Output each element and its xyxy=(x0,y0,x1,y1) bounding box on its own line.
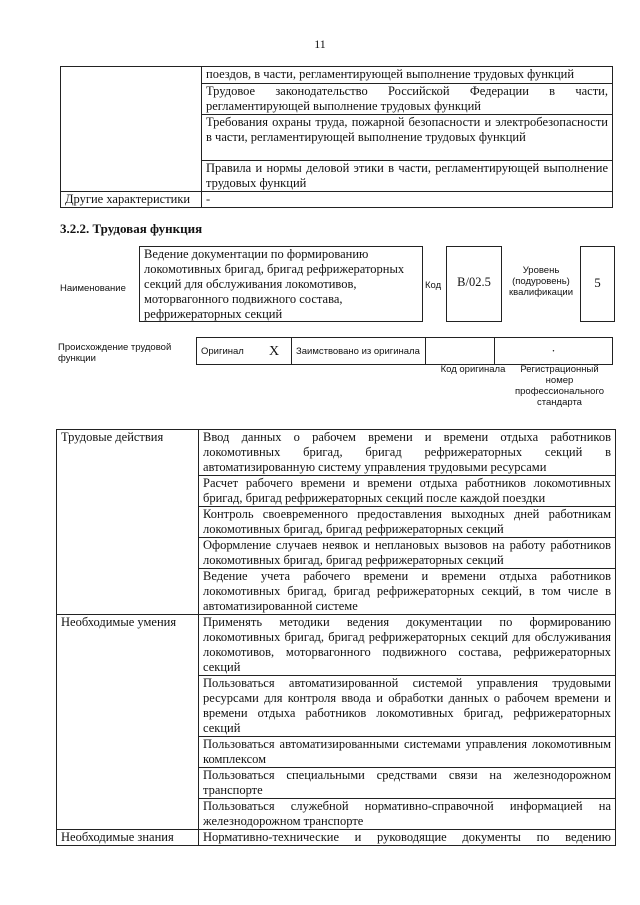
other-characteristics-label: Другие характеристики xyxy=(61,192,202,208)
table-row xyxy=(197,338,613,365)
action-item: Ввод данных о рабочем времени и времени отдыха работников локомотивных бригад, бригад рефрижераторных секций в автоматизированную систему управления трудовыми ресурсами xyxy=(199,430,616,476)
action-item: Расчет рабочего времени и времени отдыха работников локомотивных бригад, бригад рефрижераторных секций после каждой поездки xyxy=(199,476,616,507)
knowledge-item: Правила и нормы деловой этики в части, регламентирующей выполнение трудовых функций xyxy=(202,161,613,192)
level-value: 5 xyxy=(594,275,601,290)
main-table xyxy=(56,429,616,846)
code-original-cell xyxy=(426,338,495,365)
skill-item: Пользоваться автоматизированной системой управления трудовыми ресурсами для контроля ввода и обработки данных о рабочем времени и времени отдыха работников локомотивных бригад, рефрижераторных секций xyxy=(199,676,616,737)
original-label: Оригинал xyxy=(197,338,258,365)
function-name-box xyxy=(139,246,423,322)
skill-item: Пользоваться автоматизированными системами управления локомотивным комплексом xyxy=(199,737,616,768)
skill-item: Пользоваться специальными средствами связи на железнодорожном транспорте xyxy=(199,768,616,799)
section-heading: 3.2.2. Трудовая функция xyxy=(60,221,203,236)
code-original-label: Код оригинала xyxy=(440,364,506,375)
level-box xyxy=(580,246,615,322)
other-characteristics-value: - xyxy=(202,192,613,208)
skill-item: Применять методики ведения документации по формированию локомотивных бригад, бригад рефрижераторных секций для обслуживания локомотивов, моторвагонного подвижного состава, рефрижераторных секций xyxy=(199,615,616,676)
skill-item: Пользоваться служебной нормативно-справочной информацией на железнодорожном транспорте xyxy=(199,799,616,830)
function-name: Ведение документации по формированию локомотивных бригад, бригад рефрижераторных секций для обслуживания локомотивов, моторвагонного подвижного состава, рефрижераторных секций xyxy=(144,247,405,321)
knowledge-item: Нормативно-технические и руководящие документы по ведению xyxy=(199,830,616,846)
knowledge-item: Трудовое законодательство Российской Федерации в части, регламентирующей выполнение трудовых функций xyxy=(202,84,613,115)
page-number: 11 xyxy=(314,37,326,51)
origin-table xyxy=(196,337,613,365)
code-box xyxy=(446,246,502,322)
table-row xyxy=(61,67,613,84)
action-item: Оформление случаев неявок и неплановых вызовов на работу работников локомотивных бригад, бригад рефрижераторных секций xyxy=(199,538,616,569)
table-row xyxy=(61,192,613,208)
action-item: Контроль своевременного предоставления выходных дней работникам локомотивных бригад, бригад рефрижераторных секций xyxy=(199,507,616,538)
table-row xyxy=(57,615,616,676)
knowledge-item: Требования охраны труда, пожарной безопасности и электробезопасности в части, регламентирующей выполнение трудовых функций xyxy=(202,115,613,161)
knowledge-item: поездов, в части, регламентирующей выполнение трудовых функций xyxy=(202,67,613,84)
empty-label-cell xyxy=(61,67,202,192)
borrowed-label: Заимствовано из оригинала xyxy=(292,338,426,365)
origin-label: Происхождение трудовой функции xyxy=(58,342,172,364)
knowledge-label: Необходимые знания xyxy=(57,830,199,846)
table-row xyxy=(57,430,616,476)
code-value: B/02.5 xyxy=(457,275,491,289)
continuation-table xyxy=(60,66,613,208)
level-label: Уровень (подуровень) квалификации xyxy=(508,265,574,298)
name-label: Наименование xyxy=(60,283,126,294)
actions-label: Трудовые действия xyxy=(57,430,199,615)
reg-number-label: Регистрационный номер профессионального стандарта xyxy=(515,364,604,408)
table-row xyxy=(57,830,616,846)
action-item: Ведение учета рабочего времени и времени отдыха работников локомотивных бригад, бригад рефрижераторных секций, в том числе в автоматизированной системе xyxy=(199,569,616,615)
original-mark: X xyxy=(257,338,292,365)
skills-label: Необходимые умения xyxy=(57,615,199,830)
reg-number-cell: · xyxy=(495,338,613,365)
code-label: Код xyxy=(425,280,442,291)
